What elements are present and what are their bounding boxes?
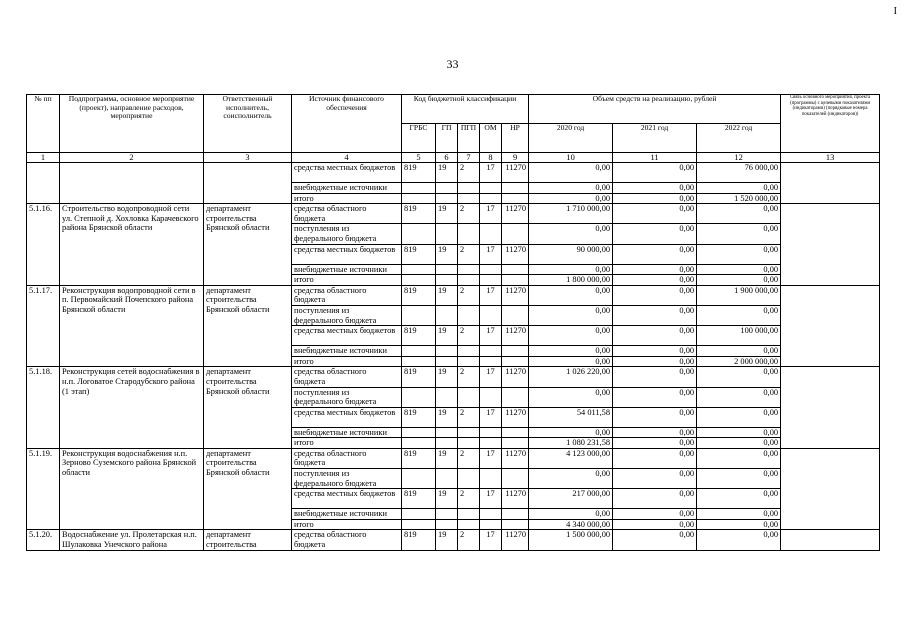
code-gp: 19 — [436, 489, 458, 509]
funding-source: средства областного бюджета — [292, 367, 402, 387]
amount-2020: 0,00 — [529, 326, 613, 346]
funding-source: средства областного бюджета — [292, 530, 402, 550]
code-np: 11270 — [502, 204, 529, 224]
measure-name: Реконструкция водоснабжения н.п. Зерново Суземского района Брянской области — [60, 448, 204, 530]
amount-2022: 0,00 — [697, 204, 781, 224]
code-np — [502, 346, 529, 357]
amount-2022: 0,00 — [697, 264, 781, 275]
code-grbs — [402, 356, 436, 367]
amount-2020: 0,00 — [529, 285, 613, 305]
column-number: 6 — [436, 153, 458, 163]
funding-source: средства местных бюджетов — [292, 163, 402, 183]
table-row — [27, 163, 880, 183]
code-grbs — [402, 438, 436, 449]
code-om — [480, 224, 502, 244]
amount-2021: 0,00 — [613, 285, 697, 305]
row-number: 5.1.18. — [27, 367, 60, 449]
code-gp — [436, 356, 458, 367]
code-om: 17 — [480, 489, 502, 509]
funding-source: средства областного бюджета — [292, 448, 402, 468]
table-row — [27, 448, 880, 468]
header-np: НР — [502, 124, 529, 153]
amount-2020: 0,00 — [529, 224, 613, 244]
code-gp — [436, 346, 458, 357]
code-np — [502, 387, 529, 407]
column-number: 9 — [502, 153, 529, 163]
row-number: 5.1.16. — [27, 204, 60, 286]
code-om: 17 — [480, 285, 502, 305]
code-np: 11270 — [502, 326, 529, 346]
amount-2021: 0,00 — [613, 163, 697, 183]
amount-2020: 0,00 — [529, 193, 613, 204]
code-np: 11270 — [502, 530, 529, 550]
code-grbs: 819 — [402, 448, 436, 468]
amount-2022: 0,00 — [697, 530, 781, 550]
header-2020: 2020 год — [529, 124, 613, 153]
funding-source: средства местных бюджетов — [292, 326, 402, 346]
amount-2021: 0,00 — [613, 305, 697, 325]
amount-2020: 217 000,00 — [529, 489, 613, 509]
code-pgp — [458, 427, 480, 438]
code-np: 11270 — [502, 367, 529, 387]
code-pgp — [458, 275, 480, 286]
code-grbs: 819 — [402, 204, 436, 224]
code-np — [502, 305, 529, 325]
amount-2021: 0,00 — [613, 489, 697, 509]
amount-2021: 0,00 — [613, 244, 697, 264]
column-number: 3 — [204, 153, 292, 163]
amount-2022: 0,00 — [697, 509, 781, 520]
funding-source: средства областного бюджета — [292, 204, 402, 224]
code-om: 17 — [480, 326, 502, 346]
code-gp — [436, 519, 458, 530]
code-gp — [436, 438, 458, 449]
funding-source: итого — [292, 438, 402, 449]
funding-source: средства местных бюджетов — [292, 407, 402, 427]
code-grbs: 819 — [402, 285, 436, 305]
measure-name: Водоснабжение ул. Пролетарская н.п. Шулаковка Унечского района — [60, 530, 204, 550]
amount-2022: 100 000,00 — [697, 326, 781, 346]
code-np — [502, 264, 529, 275]
code-grbs: 819 — [402, 530, 436, 550]
amount-2021: 0,00 — [613, 469, 697, 489]
code-pgp — [458, 264, 480, 275]
code-np — [502, 519, 529, 530]
row-number: 5.1.17. — [27, 285, 60, 367]
amount-2022: 0,00 — [697, 387, 781, 407]
funding-source: средства местных бюджетов — [292, 489, 402, 509]
code-grbs: 819 — [402, 367, 436, 387]
amount-2022: 0,00 — [697, 183, 781, 194]
funding-source: внебюджетные источники — [292, 509, 402, 520]
amount-2020: 0,00 — [529, 305, 613, 325]
amount-2021: 0,00 — [613, 224, 697, 244]
code-gp — [436, 387, 458, 407]
code-grbs — [402, 264, 436, 275]
funding-source: поступления из федерального бюджета — [292, 469, 402, 489]
code-om — [480, 183, 502, 194]
row-number: 5.1.19. — [27, 448, 60, 530]
code-om: 17 — [480, 204, 502, 224]
amount-2021: 0,00 — [613, 407, 697, 427]
code-gp: 19 — [436, 285, 458, 305]
amount-2020: 0,00 — [529, 387, 613, 407]
funding-source: поступления из федерального бюджета — [292, 387, 402, 407]
code-pgp — [458, 509, 480, 520]
amount-2022: 0,00 — [697, 489, 781, 509]
amount-2022: 0,00 — [697, 367, 781, 387]
column-number: 7 — [458, 153, 480, 163]
amount-2022: 0,00 — [697, 407, 781, 427]
code-gp: 19 — [436, 448, 458, 468]
indicator-link — [781, 367, 880, 449]
code-np — [502, 275, 529, 286]
code-grbs — [402, 224, 436, 244]
amount-2021: 0,00 — [613, 346, 697, 357]
row-number — [27, 163, 60, 204]
page-number: 33 — [446, 57, 459, 71]
header-gp: ГП — [436, 124, 458, 153]
amount-2021: 0,00 — [613, 183, 697, 194]
column-number-row — [27, 153, 880, 163]
executor — [204, 163, 292, 204]
measure-name: Строительство водопроводной сети ул. Степной д. Хохловка Карачевского района Брянской области — [60, 204, 204, 286]
amount-2022: 1 520 000,00 — [697, 193, 781, 204]
executor: департамент строительства Брянской области — [204, 204, 292, 286]
amount-2020: 90 000,00 — [529, 244, 613, 264]
code-pgp — [458, 356, 480, 367]
amount-2021: 0,00 — [613, 530, 697, 550]
table-row — [27, 530, 880, 550]
code-gp — [436, 193, 458, 204]
amount-2020: 0,00 — [529, 163, 613, 183]
code-grbs — [402, 509, 436, 520]
code-grbs — [402, 305, 436, 325]
amount-2020: 0,00 — [529, 356, 613, 367]
amount-2020: 0,00 — [529, 264, 613, 275]
row-number: 5.1.20. — [27, 530, 60, 550]
code-gp: 19 — [436, 204, 458, 224]
code-om — [480, 509, 502, 520]
amount-2020: 0,00 — [529, 469, 613, 489]
code-om — [480, 305, 502, 325]
code-om — [480, 346, 502, 357]
code-np — [502, 438, 529, 449]
code-grbs: 819 — [402, 407, 436, 427]
amount-2020: 0,00 — [529, 509, 613, 520]
code-pgp: 2 — [458, 285, 480, 305]
header-source: Источник финансового обеспечения — [292, 95, 402, 153]
header-executor: Ответственный исполнитель, соисполнитель — [204, 95, 292, 153]
header-volume: Объем средств на реализацию, рублей — [529, 95, 781, 124]
amount-2021: 0,00 — [613, 264, 697, 275]
code-om — [480, 264, 502, 275]
code-gp — [436, 469, 458, 489]
code-om: 17 — [480, 163, 502, 183]
code-om: 17 — [480, 407, 502, 427]
amount-2020: 0,00 — [529, 346, 613, 357]
column-number: 2 — [60, 153, 204, 163]
code-np: 11270 — [502, 285, 529, 305]
code-gp — [436, 183, 458, 194]
code-gp — [436, 427, 458, 438]
code-om — [480, 469, 502, 489]
code-om — [480, 438, 502, 449]
code-gp: 19 — [436, 530, 458, 550]
funding-source: внебюджетные источники — [292, 183, 402, 194]
amount-2021: 0,00 — [613, 509, 697, 520]
table-row — [27, 367, 880, 387]
code-om: 17 — [480, 448, 502, 468]
amount-2020: 1 500 000,00 — [529, 530, 613, 550]
amount-2021: 0,00 — [613, 427, 697, 438]
amount-2021: 0,00 — [613, 193, 697, 204]
amount-2021: 0,00 — [613, 275, 697, 286]
budget-table — [26, 94, 880, 551]
header-2021: 2021 год — [613, 124, 697, 153]
code-np — [502, 224, 529, 244]
code-grbs — [402, 346, 436, 357]
amount-2022: 1 900 000,00 — [697, 285, 781, 305]
amount-2022: 0,00 — [697, 427, 781, 438]
code-grbs — [402, 469, 436, 489]
funding-source: итого — [292, 356, 402, 367]
funding-source: поступления из федерального бюджета — [292, 305, 402, 325]
funding-source: внебюджетные источники — [292, 427, 402, 438]
code-np — [502, 193, 529, 204]
funding-source: итого — [292, 193, 402, 204]
amount-2021: 0,00 — [613, 519, 697, 530]
amount-2020: 0,00 — [529, 183, 613, 194]
column-number: 8 — [480, 153, 502, 163]
column-number: 5 — [402, 153, 436, 163]
funding-source: средства местных бюджетов — [292, 244, 402, 264]
code-np: 11270 — [502, 489, 529, 509]
code-np — [502, 356, 529, 367]
header-subprogram: Подпрограмма, основное мероприятие (проект), направление расходов, мероприятие — [60, 95, 204, 153]
amount-2021: 0,00 — [613, 204, 697, 224]
code-grbs: 819 — [402, 163, 436, 183]
amount-2022: 0,00 — [697, 305, 781, 325]
code-pgp — [458, 305, 480, 325]
table-body — [27, 163, 880, 551]
header-pgp: ПГП — [458, 124, 480, 153]
executor: департамент строительства Брянской области — [204, 367, 292, 449]
indicator-link — [781, 530, 880, 550]
code-np: 11270 — [502, 448, 529, 468]
code-grbs: 819 — [402, 244, 436, 264]
code-pgp — [458, 183, 480, 194]
code-grbs: 819 — [402, 489, 436, 509]
code-om — [480, 519, 502, 530]
funding-source: внебюджетные источники — [292, 264, 402, 275]
code-pgp: 2 — [458, 530, 480, 550]
amount-2020: 1 710 000,00 — [529, 204, 613, 224]
funding-source: итого — [292, 275, 402, 286]
code-pgp: 2 — [458, 367, 480, 387]
amount-2020: 1 026 220,00 — [529, 367, 613, 387]
code-grbs — [402, 275, 436, 286]
column-number: 10 — [529, 153, 613, 163]
code-pgp: 2 — [458, 204, 480, 224]
code-pgp — [458, 519, 480, 530]
amount-2022: 0,00 — [697, 244, 781, 264]
code-np — [502, 469, 529, 489]
column-number: 11 — [613, 153, 697, 163]
funding-source: поступления из федерального бюджета — [292, 224, 402, 244]
amount-2021: 0,00 — [613, 438, 697, 449]
code-np: 11270 — [502, 163, 529, 183]
amount-2022: 0,00 — [697, 224, 781, 244]
code-om — [480, 387, 502, 407]
code-om — [480, 427, 502, 438]
code-pgp: 2 — [458, 407, 480, 427]
code-np — [502, 427, 529, 438]
code-om: 17 — [480, 244, 502, 264]
amount-2021: 0,00 — [613, 326, 697, 346]
code-pgp: 2 — [458, 489, 480, 509]
code-grbs — [402, 387, 436, 407]
code-gp: 19 — [436, 326, 458, 346]
amount-2022: 0,00 — [697, 346, 781, 357]
amount-2020: 1 800 000,00 — [529, 275, 613, 286]
code-pgp: 2 — [458, 163, 480, 183]
indicator-link — [781, 204, 880, 286]
amount-2022: 0,00 — [697, 448, 781, 468]
code-om — [480, 275, 502, 286]
code-grbs — [402, 427, 436, 438]
code-pgp — [458, 346, 480, 357]
executor: департамент строительства — [204, 530, 292, 550]
column-number: 13 — [781, 153, 880, 163]
amount-2020: 4 123 000,00 — [529, 448, 613, 468]
code-gp — [436, 275, 458, 286]
code-gp — [436, 509, 458, 520]
code-gp — [436, 305, 458, 325]
funding-source: внебюджетные источники — [292, 346, 402, 357]
executor: департамент строительства Брянской области — [204, 285, 292, 367]
code-gp: 19 — [436, 367, 458, 387]
header-budget-code: Код бюджетной классификации — [402, 95, 529, 124]
edge-mark: I — [893, 6, 897, 17]
code-pgp — [458, 438, 480, 449]
amount-2021: 0,00 — [613, 367, 697, 387]
code-om: 17 — [480, 530, 502, 550]
header-om: ОМ — [480, 124, 502, 153]
measure-name: Реконструкция сетей водоснабжения в н.п. Логоватое Стародубского района (1 этап) — [60, 367, 204, 449]
code-pgp — [458, 193, 480, 204]
amount-2022: 0,00 — [697, 519, 781, 530]
code-gp: 19 — [436, 244, 458, 264]
code-np — [502, 509, 529, 520]
header-num: № пп — [27, 95, 60, 153]
funding-source: средства областного бюджета — [292, 285, 402, 305]
amount-2022: 2 000 000,00 — [697, 356, 781, 367]
code-om — [480, 356, 502, 367]
amount-2020: 1 080 231,58 — [529, 438, 613, 449]
header-grbs: ГРБС — [402, 124, 436, 153]
code-pgp: 2 — [458, 326, 480, 346]
code-gp — [436, 264, 458, 275]
amount-2022: 0,00 — [697, 469, 781, 489]
code-np — [502, 183, 529, 194]
header-link: Связь основного мероприятия, проекта (программы) с целевыми показателями (индикаторами) (порядковые номера показателей (индикаторов)) — [781, 95, 880, 153]
code-pgp — [458, 469, 480, 489]
table-row — [27, 285, 880, 305]
column-number: 4 — [292, 153, 402, 163]
code-pgp — [458, 387, 480, 407]
indicator-link — [781, 448, 880, 530]
code-np: 11270 — [502, 407, 529, 427]
executor: департамент строительства Брянской области — [204, 448, 292, 530]
code-gp — [436, 224, 458, 244]
code-pgp: 2 — [458, 448, 480, 468]
table-row — [27, 204, 880, 224]
code-om — [480, 193, 502, 204]
code-grbs — [402, 193, 436, 204]
column-number: 1 — [27, 153, 60, 163]
code-gp: 19 — [436, 407, 458, 427]
amount-2020: 0,00 — [529, 427, 613, 438]
amount-2022: 76 000,00 — [697, 163, 781, 183]
code-pgp: 2 — [458, 244, 480, 264]
code-np: 11270 — [502, 244, 529, 264]
code-grbs — [402, 183, 436, 194]
amount-2022: 0,00 — [697, 438, 781, 449]
amount-2020: 54 011,58 — [529, 407, 613, 427]
header-2022: 2022 год — [697, 124, 781, 153]
code-grbs: 819 — [402, 326, 436, 346]
amount-2022: 0,00 — [697, 275, 781, 286]
measure-name — [60, 163, 204, 204]
indicator-link — [781, 285, 880, 367]
amount-2021: 0,00 — [613, 387, 697, 407]
amount-2020: 4 340 000,00 — [529, 519, 613, 530]
amount-2021: 0,00 — [613, 448, 697, 468]
funding-source: итого — [292, 519, 402, 530]
amount-2021: 0,00 — [613, 356, 697, 367]
code-grbs — [402, 519, 436, 530]
code-pgp — [458, 224, 480, 244]
indicator-link — [781, 163, 880, 204]
code-gp: 19 — [436, 163, 458, 183]
column-number: 12 — [697, 153, 781, 163]
measure-name: Реконструкция водопроводной сети в п. Первомайский Почепского района Брянской области — [60, 285, 204, 367]
code-om: 17 — [480, 367, 502, 387]
